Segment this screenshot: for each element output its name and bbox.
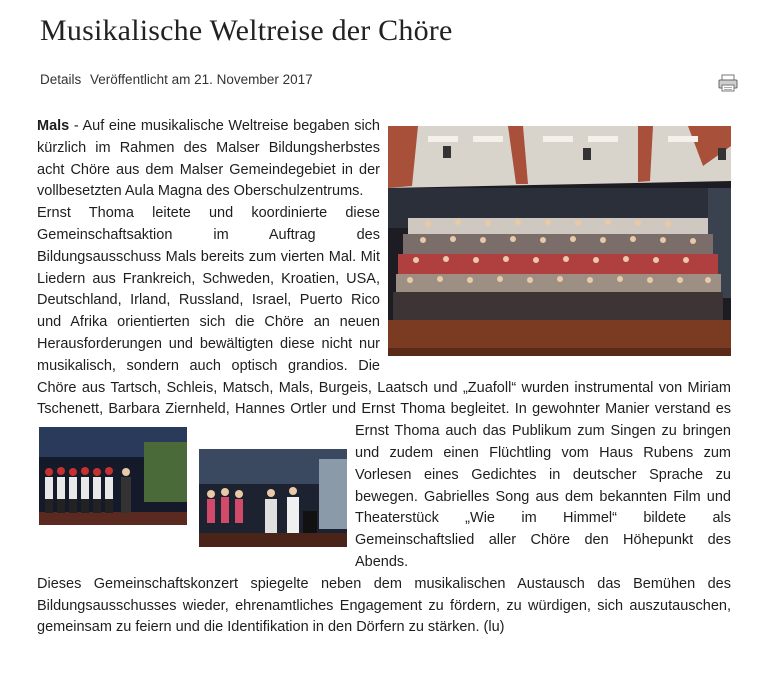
article-meta <box>40 72 313 87</box>
paragraph-conclusion: Dieses Gemeinschaftskonzert spiegelte neben dem musikalischen Austausch das Bemühen des Bildungsausschusses wieder, ehrenamtliches Engagement zu fördern, zu würdigen, sich auszutauschen, gemeinsam zu feiern und die Identifikation in den Dörfern zu stärken. (lu) <box>37 575 731 636</box>
article-title: Musikalische Weltreise der Chöre <box>40 14 453 47</box>
article-body <box>37 116 731 639</box>
choir-group-photo <box>388 126 731 356</box>
printer-icon[interactable] <box>718 74 738 92</box>
paragraph-concert-text-b: In gewohnter Manier verstand es Ernst Thoma auch das Publikum zum Singen zu bringen und zudem einen Flüchtling vom Haus Rubens zum Vorlesen eines Gedichtes in deutscher Sprache zu bewegen. Gabrielles Song aus dem bekannten Film und Theaterstück „Wie im Himmel“ bildete als Gemeinschaftslied aller Chöre den Höhepunkt des Abends. <box>355 401 732 570</box>
paragraph-concert-text-a: Ernst Thoma leitete und koordinierte diese Gemeinschaftsaktion im Auftrag des Bildungsausschuss Mals bereits zum vierten Mal. Mit Liedern aus Frankreich, Schweden, Kroatien, USA, Deutschland, Irland, Russland, Israel, Puerto Rico und Afrika orientierten sich die Chöre an neuen Herausforderungen und bewältigten diese nicht nur musikalisch, sondern auch optisch grandios. Die Chöre aus Tartsch, Schleis, Matsch, Mals, Burgeis, Laatsch und „Zuafoll“ wurden instrumental von Miriam Tschenett, Barbara Ziernheld, Hannes Ortler und Ernst Thoma begleitet. <box>37 205 731 418</box>
choir-stage-photo-1 <box>39 427 187 525</box>
published-date: Veröffentlicht am 21. November 2017 <box>90 72 313 87</box>
choir-stage-photo-2 <box>199 449 347 547</box>
concert-photos <box>37 427 349 555</box>
paragraph-intro-text: - Auf eine musikalische Weltreise begaben sich kürzlich im Rahmen des Malser Bildungsherbstes acht Chöre aus dem Malser Gemeindegebiet in der vollbesetzten Aula Magna des Oberschulzentrums. <box>37 118 380 200</box>
details-label: Details <box>40 72 82 87</box>
lead-place: Mals <box>37 118 70 134</box>
